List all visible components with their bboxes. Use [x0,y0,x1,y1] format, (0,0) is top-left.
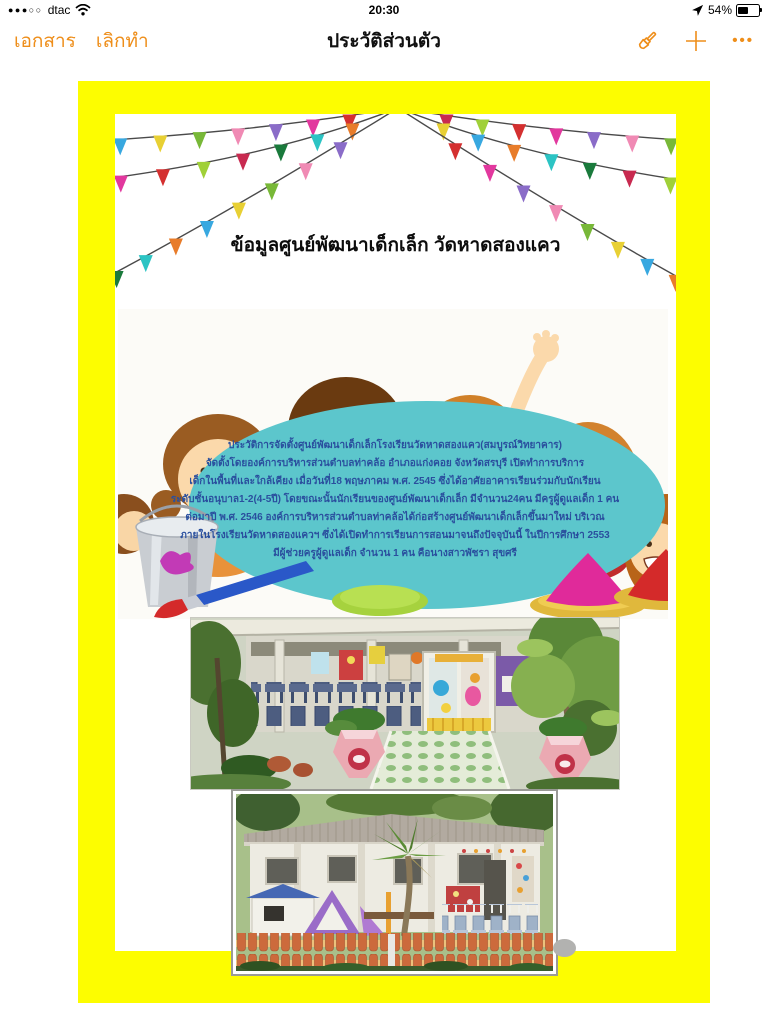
documents-button[interactable]: เอกสาร [14,26,76,56]
history-line: ประวัติการจัดตั้งศูนย์พัฒนาเด็กเล็กโรงเรียนวัดหาดสองแคว(สมบูรณ์วิทยาคาร) [227,440,563,451]
carrier-label: dtac [47,3,71,17]
school-veranda-art [191,618,619,789]
more-button[interactable] [732,32,754,49]
nav-bar [0,20,768,62]
history-paragraph [160,437,630,563]
school-veranda-photo[interactable] [190,617,620,790]
clock: 20:30 [368,3,400,17]
paintbrush-icon [634,28,660,54]
format-paintbrush-button[interactable] [634,28,660,54]
pennant-flags-art [115,114,676,300]
history-line: ภายในโรงเรียนวัดหาดสองแควฯ ซึ่งได้เปิดทำการเรียนการสอนมาจนถึงปัจจุบันนี้ ในปีการศึกษา 2553 [180,530,610,541]
history-line: มีผู้ช่วยครูผู้ดูแลเด็ก จำนวน 1 คน คือนางสาวพัชรา สุขศรี [273,548,517,559]
history-line: จัดตั้งโดยองค์การบริหารส่วนตำบลท่าคล้อ อำเภอแก่งคอย จังหวัดสรบุรี เปิดทำการบริการ [205,458,585,469]
location-arrow-icon [691,4,704,17]
document-canvas[interactable] [0,61,768,1024]
small-chairs [442,904,538,934]
plus-icon [684,29,708,53]
undo-button[interactable]: เลิกทำ [96,26,149,56]
page-scroll-dot[interactable] [553,939,576,957]
history-line: ต่อมาปี พ.ศ. 2546 องค์การบริหารส่วนตำบลท่าคล้อได้ก่อสร้างศูนย์พัฒนาเด็กเล็กขึ้นมาใหม่ บริเวณ [185,512,605,523]
document-title-label: ประวัติส่วนตัว [327,30,441,52]
battery-percent-label: 54% [707,3,732,17]
status-right [691,3,768,17]
walkway [371,731,509,789]
picket-fence [236,933,553,971]
signal-dots-icon: ●●●○○ [8,5,43,15]
school-fence-art [236,794,553,971]
document-page[interactable] [78,81,710,1003]
history-line: เด็กในพื้นที่และใกล้เคียง เมื่อวันที่18 พฤษภาคม พ.ศ. 2545 ซึ่งได้อาศัยอาคารเรียนร่วมกับนักเรียน [189,476,601,487]
add-button[interactable] [684,29,708,53]
glass-door [423,652,495,732]
history-line: ระดับชั้นอนุบาล1-2(4-5ปี) โดยขณะนั้นนักเรียนของศูนย์พัฒนาเด็กเล็ก มีจำนวน24คน มีครูผู้ดูแลเด็ก 1 คน [170,494,620,505]
bunting-banner-figure[interactable] [115,114,676,300]
status-bar [0,0,768,20]
children-illustration-figure[interactable] [118,309,668,619]
battery-icon [736,4,760,17]
ellipsis-icon: ••• [732,32,754,49]
page-heading[interactable]: ข้อมูลศูนย์พัฒนาเด็กเล็ก วัดหาดสองแคว [230,235,561,256]
school-fence-photo[interactable] [231,789,558,976]
